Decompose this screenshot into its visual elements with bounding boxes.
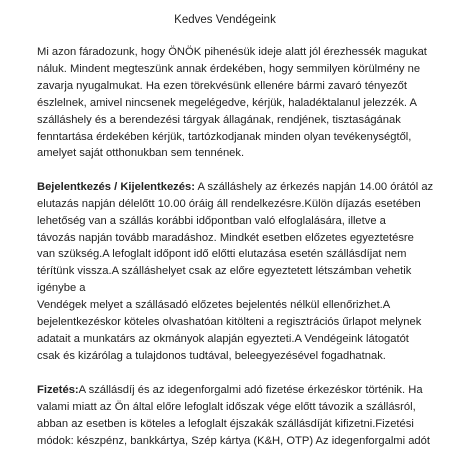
checkin-line: elutazás napján délelőtt 10.00 óráig áll rendelkezésre.Külön díjazás esetében <box>37 197 421 210</box>
intro-line: Mi azon fáradozunk, hogy ÖNÖK pihenésük ideje alatt jól érezhessék magukat <box>37 46 427 58</box>
checkin-line: Vendégek melyet a szállásadó előzetes bejelentés nélkül ellenőrizhet.A <box>37 299 391 312</box>
checkin-line: van szükség.A lefoglalt időpont idő előtti elutazása esetén szállásdíjat nem <box>37 248 407 261</box>
intro-line: zavarja nyugalmukat. Ha ezen törekvésünk ellenére bármi zavaró tényezőt <box>37 79 408 92</box>
checkin-paragraph <box>37 179 434 365</box>
intro-line: náluk. Mindent megteszünk annak érdekében, hogy semmilyen körülmény ne <box>37 62 421 75</box>
payment-line: abban az esetben is köteles a lefoglalt éjszakák szállásdíját kifizetni.Fizetési <box>37 417 414 430</box>
checkin-line: igénybe a <box>37 282 86 295</box>
payment-line: módok: készpénz, bankkártya, Szép kártya (K&H, OTP) Az idegenforgalmi adót <box>37 434 430 447</box>
payment-paragraph <box>37 382 430 450</box>
checkin-line: bejelentkezéskor köteles olvashatóan kitölteni a regisztrációs űrlapot melynek <box>37 316 422 329</box>
payment-first-line <box>37 382 423 399</box>
checkin-line: csak és kizárólag a tulajdonos tudtával, beleegyezésével fogadhatnak. <box>37 349 386 362</box>
checkin-heading: Bejelentkezés / Kijelentkezés: <box>37 180 195 193</box>
payment-line: valami miatt az Ön által előre lefoglalt időszak vége előtt távozik a szállásról, <box>37 400 416 413</box>
checkin-line: térítünk vissza.A szálláshelyet csak az előre egyeztetett létszámban vehetik <box>37 265 412 278</box>
intro-line: amelyet saját otthonukban sem tennének. <box>37 147 245 160</box>
payment-first-line-text: A szállásdíj és az idegenforgalmi adó fizetése érkezéskor történik. Ha <box>78 383 423 396</box>
checkin-first-line <box>37 179 434 196</box>
checkin-first-line-text: A szálláshely az érkezés napján 14.00 órától az <box>194 180 434 193</box>
intro-line: szálláshely és a berendezési tárgyak állagának, rendjének, tisztaságának <box>37 113 401 126</box>
intro-line: észlelnek, amivel nincsenek megelégedve, kérjük, haladéktalanul jelezzék. A <box>37 96 417 109</box>
document-body <box>37 44 434 449</box>
payment-heading: Fizetés: <box>37 383 79 396</box>
checkin-line: adatait a munkatárs az okmányok alapján egyezteti.A Vendégeink látogatót <box>37 333 409 345</box>
checkin-line: lehetőség van a szállás korábbi időpontban való elfoglalására, illetve a <box>37 214 386 227</box>
checkin-line: távozás napján tovább maradáshoz. Mindkét esetben előzetes egyeztetésre <box>37 231 414 244</box>
page-title: Kedves Vendégeink <box>174 14 276 26</box>
intro-paragraph <box>37 44 427 162</box>
intro-line: fenntartása érdekében kérjük, tartózkodjanak minden olyan tevékenységtől, <box>37 130 412 143</box>
